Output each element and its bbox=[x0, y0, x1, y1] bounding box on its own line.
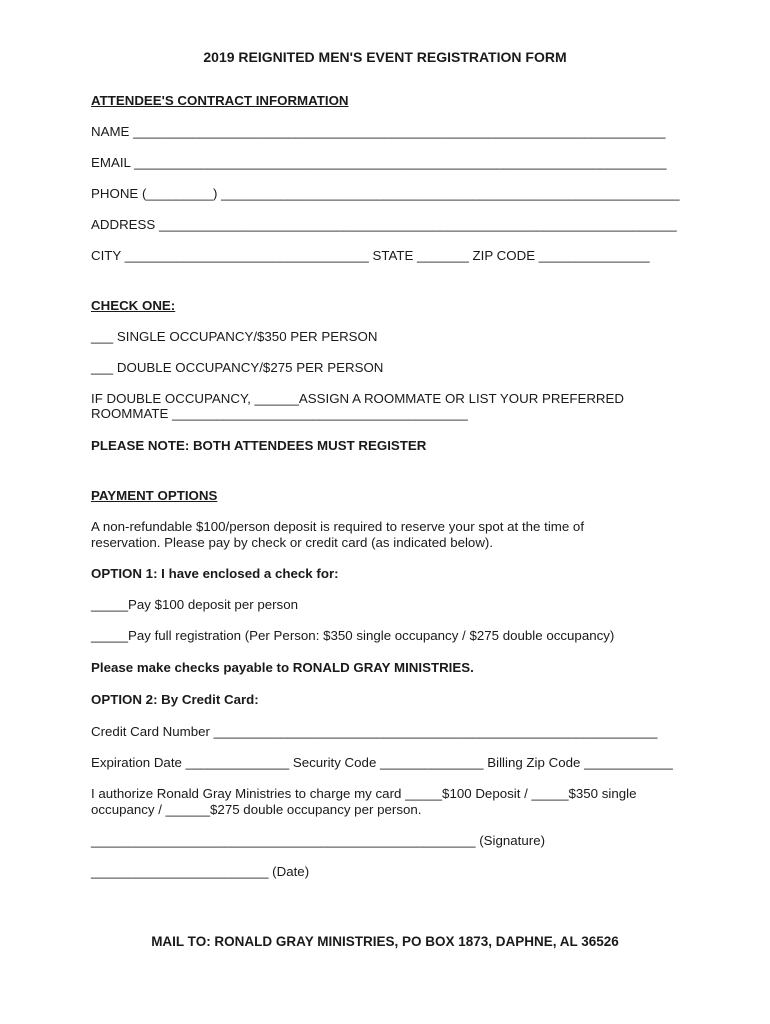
roommate-field[interactable]: ROOMMATE ________________________________________ bbox=[91, 406, 468, 421]
register-note: PLEASE NOTE: BOTH ATTENDEES MUST REGISTER bbox=[91, 438, 427, 453]
option2-heading: OPTION 2: By Credit Card: bbox=[91, 692, 259, 707]
full-registration-option[interactable]: _____Pay full registration (Per Person: $350 single occupancy / $275 double occupancy) bbox=[91, 628, 615, 643]
email-field[interactable]: EMAIL ________________________________________________________________________ bbox=[91, 155, 667, 170]
date-field[interactable]: ________________________ (Date) bbox=[91, 864, 310, 879]
check-one-heading: CHECK ONE: bbox=[91, 298, 176, 313]
roommate-instruction-line-1[interactable]: IF DOUBLE OCCUPANCY, ______ASSIGN A ROOMMATE OR LIST YOUR PREFERRED bbox=[91, 391, 625, 406]
authorization-line-2[interactable]: occupancy / ______$275 double occupancy per person. bbox=[91, 802, 422, 817]
payable-note: Please make checks payable to RONALD GRAY MINISTRIES. bbox=[91, 660, 474, 675]
single-occupancy-option[interactable]: ___ SINGLE OCCUPANCY/$350 PER PERSON bbox=[91, 329, 378, 344]
address-field[interactable]: ADDRESS ______________________________________________________________________ bbox=[91, 217, 677, 232]
signature-field[interactable]: ____________________________________________________ (Signature) bbox=[91, 833, 546, 848]
payment-description-line-1: A non-refundable $100/person deposit is required to reserve your spot at the time of bbox=[91, 519, 585, 534]
deposit-option[interactable]: _____Pay $100 deposit per person bbox=[91, 597, 298, 612]
expiry-security-zip-fields[interactable]: Expiration Date ______________ Security Code ______________ Billing Zip Code ____________ bbox=[91, 755, 673, 770]
payment-description-line-2: reservation. Please pay by check or credit card (as indicated below). bbox=[91, 535, 494, 550]
form-title: 2019 REIGNITED MEN'S EVENT REGISTRATION FORM bbox=[203, 49, 567, 65]
phone-field[interactable]: PHONE (_________) ______________________________________________________________ bbox=[91, 186, 680, 201]
double-occupancy-option[interactable]: ___ DOUBLE OCCUPANCY/$275 PER PERSON bbox=[91, 360, 384, 375]
payment-options-heading: PAYMENT OPTIONS bbox=[91, 488, 218, 503]
name-field[interactable]: NAME ________________________________________________________________________ bbox=[91, 124, 666, 139]
authorization-line-1[interactable]: I authorize Ronald Gray Ministries to charge my card _____$100 Deposit / _____$350 single bbox=[91, 786, 637, 801]
city-state-zip-fields[interactable]: CITY _________________________________ STATE _______ ZIP CODE _______________ bbox=[91, 248, 650, 263]
contact-section-heading: ATTENDEE'S CONTRACT INFORMATION bbox=[91, 93, 349, 108]
option1-heading: OPTION 1: I have enclosed a check for: bbox=[91, 566, 339, 581]
mail-to-address: MAIL TO: RONALD GRAY MINISTRIES, PO BOX 1873, DAPHNE, AL 36526 bbox=[151, 934, 619, 949]
credit-card-number-field[interactable]: Credit Card Number ____________________________________________________________ bbox=[91, 724, 658, 739]
